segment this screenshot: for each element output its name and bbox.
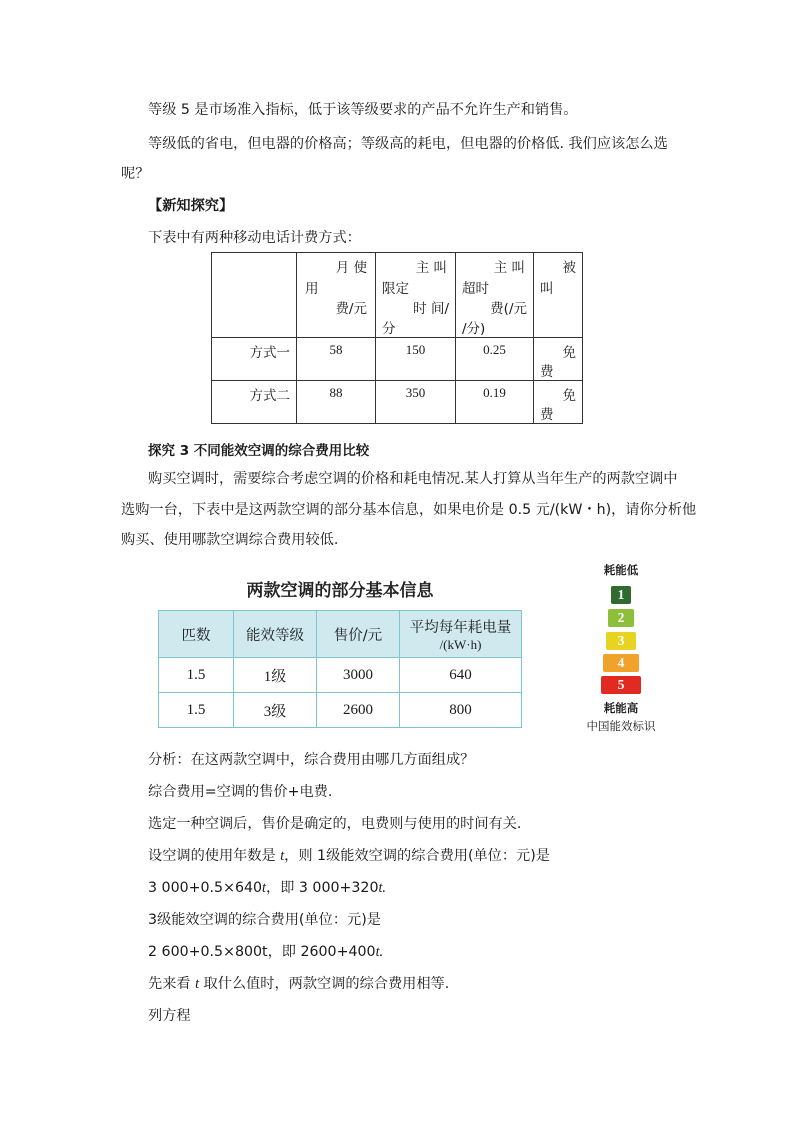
analysis-line-5: 3级能效空调的综合费用(单位：元)是 xyxy=(148,912,381,928)
text: 3 000+0.5×640 xyxy=(148,880,263,896)
billing-overtime-fee: 0.25 xyxy=(456,338,534,381)
billing-monthly-fee: 58 xyxy=(297,338,376,381)
variable-t: t xyxy=(280,848,285,864)
billing-header-limit xyxy=(376,253,456,338)
variable-t: t xyxy=(195,976,200,992)
header-text: 叫 xyxy=(540,281,554,297)
billing-row-label: 方式一 xyxy=(212,338,297,381)
intro-paragraph-2-line-2: 呢？ xyxy=(121,166,150,182)
billing-header-empty xyxy=(212,253,297,338)
aircon-capacity: 1.5 xyxy=(159,693,234,728)
billing-limit-time: 350 xyxy=(376,381,456,424)
header-text: 用 xyxy=(305,281,319,297)
aircon-header-consumption-unit: /(kW·h) xyxy=(439,636,482,652)
text: 设空调的使用年数是 xyxy=(148,848,281,864)
header-text: 限定 xyxy=(382,281,409,297)
analysis-line-4 xyxy=(148,878,386,898)
billing-callee-fee: 免 费 xyxy=(534,338,583,381)
billing-monthly-fee: 88 xyxy=(297,381,376,424)
header-text: 主 叫 xyxy=(493,260,525,276)
table-row xyxy=(212,381,583,424)
variable-t: t xyxy=(262,880,266,896)
table-row xyxy=(159,658,522,693)
aircon-table-title: 两款空调的部分基本信息 xyxy=(246,581,434,601)
aircon-header-capacity: 匹数 xyxy=(159,611,234,658)
billing-header-monthly xyxy=(297,253,376,338)
billing-overtime-fee: 0.19 xyxy=(456,381,534,424)
billing-header-callee xyxy=(534,253,583,338)
explore3-heading: 探究 3 不同能效空调的综合费用比较 xyxy=(148,443,370,459)
billing-table xyxy=(211,252,583,424)
text: ，则 1级能效空调的综合费用(单位：元)是 xyxy=(284,848,550,864)
aircon-efficiency: 1级 xyxy=(234,658,317,693)
header-text: 时 间/ xyxy=(413,301,449,317)
header-text: 被 xyxy=(562,260,576,276)
explore3-line-3: 购买、使用哪款空调综合费用较低. xyxy=(121,532,339,548)
explore3-line-2: 选购一台，下表中是这两款空调的部分基本信息，如果电价是 0.5 元/(kW・h)，请你分析他 xyxy=(121,502,697,518)
text: ，即 3 000+320 xyxy=(266,880,379,896)
analysis-line-3 xyxy=(148,846,550,866)
energy-level-5-bar: 5 xyxy=(601,676,641,694)
aircon-consumption: 640 xyxy=(400,658,522,693)
aircon-header-consumption xyxy=(400,611,522,658)
text: 先来看 xyxy=(148,976,196,992)
header-text: 主 叫 xyxy=(415,260,447,276)
aircon-capacity: 1.5 xyxy=(159,658,234,693)
aircon-header-price: 售价/元 xyxy=(317,611,400,658)
aircon-efficiency: 3级 xyxy=(234,693,317,728)
billing-intro: 下表中有两种移动电话计费方式： xyxy=(148,230,361,246)
header-text: /分) xyxy=(462,321,486,337)
intro-paragraph-2-line-1: 等级低的省电，但电器的价格高；等级高的耗电，但电器的价格低. 我们应该怎么选 xyxy=(148,136,668,152)
aircon-price: 2600 xyxy=(317,693,400,728)
aircon-header-consumption-line-1: 平均每年耗电量 xyxy=(409,619,512,636)
section-heading: 【新知探究】 xyxy=(148,198,234,214)
aircon-table xyxy=(158,610,522,728)
analysis-line-6 xyxy=(148,942,383,962)
billing-header-overtime xyxy=(456,253,534,338)
text: 2 600+0.5×800t，即 2600+400 xyxy=(148,944,376,960)
analysis-line-8: 列方程 xyxy=(148,1008,191,1024)
analysis-question: 分析：在这两款空调中，综合费用由哪几方面组成？ xyxy=(148,752,475,768)
table-row xyxy=(159,693,522,728)
table-row xyxy=(212,338,583,381)
aircon-price: 3000 xyxy=(317,658,400,693)
intro-paragraph-1: 等级 5 是市场准入指标，低于该等级要求的产品不允许生产和销售。 xyxy=(148,102,578,118)
energy-label-bottom: 耗能高 xyxy=(603,701,639,715)
text: 取什么值时，两款空调的综合费用相等. xyxy=(199,976,450,992)
header-text: 分 xyxy=(382,321,396,337)
billing-row-label: 方式二 xyxy=(212,381,297,424)
energy-level-1-bar: 1 xyxy=(611,586,631,604)
analysis-line-1: 综合费用=空调的售价+电费. xyxy=(148,784,333,800)
header-text: 超时 xyxy=(462,281,489,297)
variable-t: t. xyxy=(375,944,384,960)
energy-label-caption: 中国能效标识 xyxy=(586,719,656,733)
energy-level-4-bar: 4 xyxy=(603,654,639,672)
header-text: 费(/元 xyxy=(490,301,527,317)
header-text: 费/元 xyxy=(335,301,367,317)
energy-label-top: 耗能低 xyxy=(603,563,639,577)
analysis-line-2: 选定一种空调后，售价是确定的，电费则与使用的时间有关. xyxy=(148,816,522,832)
header-text: 月 使 xyxy=(335,260,367,276)
aircon-consumption: 800 xyxy=(400,693,522,728)
energy-label-graphic xyxy=(576,562,666,734)
aircon-header-efficiency: 能效等级 xyxy=(234,611,317,658)
variable-t: t. xyxy=(378,880,386,896)
explore3-line-1: 购买空调时，需要综合考虑空调的价格和耗电情况.某人打算从当年生产的两款空调中 xyxy=(148,471,678,487)
aircon-header-row xyxy=(159,611,522,658)
billing-header-row xyxy=(212,253,583,338)
analysis-line-7 xyxy=(148,974,449,994)
energy-level-2-bar: 2 xyxy=(608,609,634,627)
energy-level-3-bar: 3 xyxy=(606,632,636,650)
billing-limit-time: 150 xyxy=(376,338,456,381)
billing-callee-fee: 免 费 xyxy=(534,381,583,424)
